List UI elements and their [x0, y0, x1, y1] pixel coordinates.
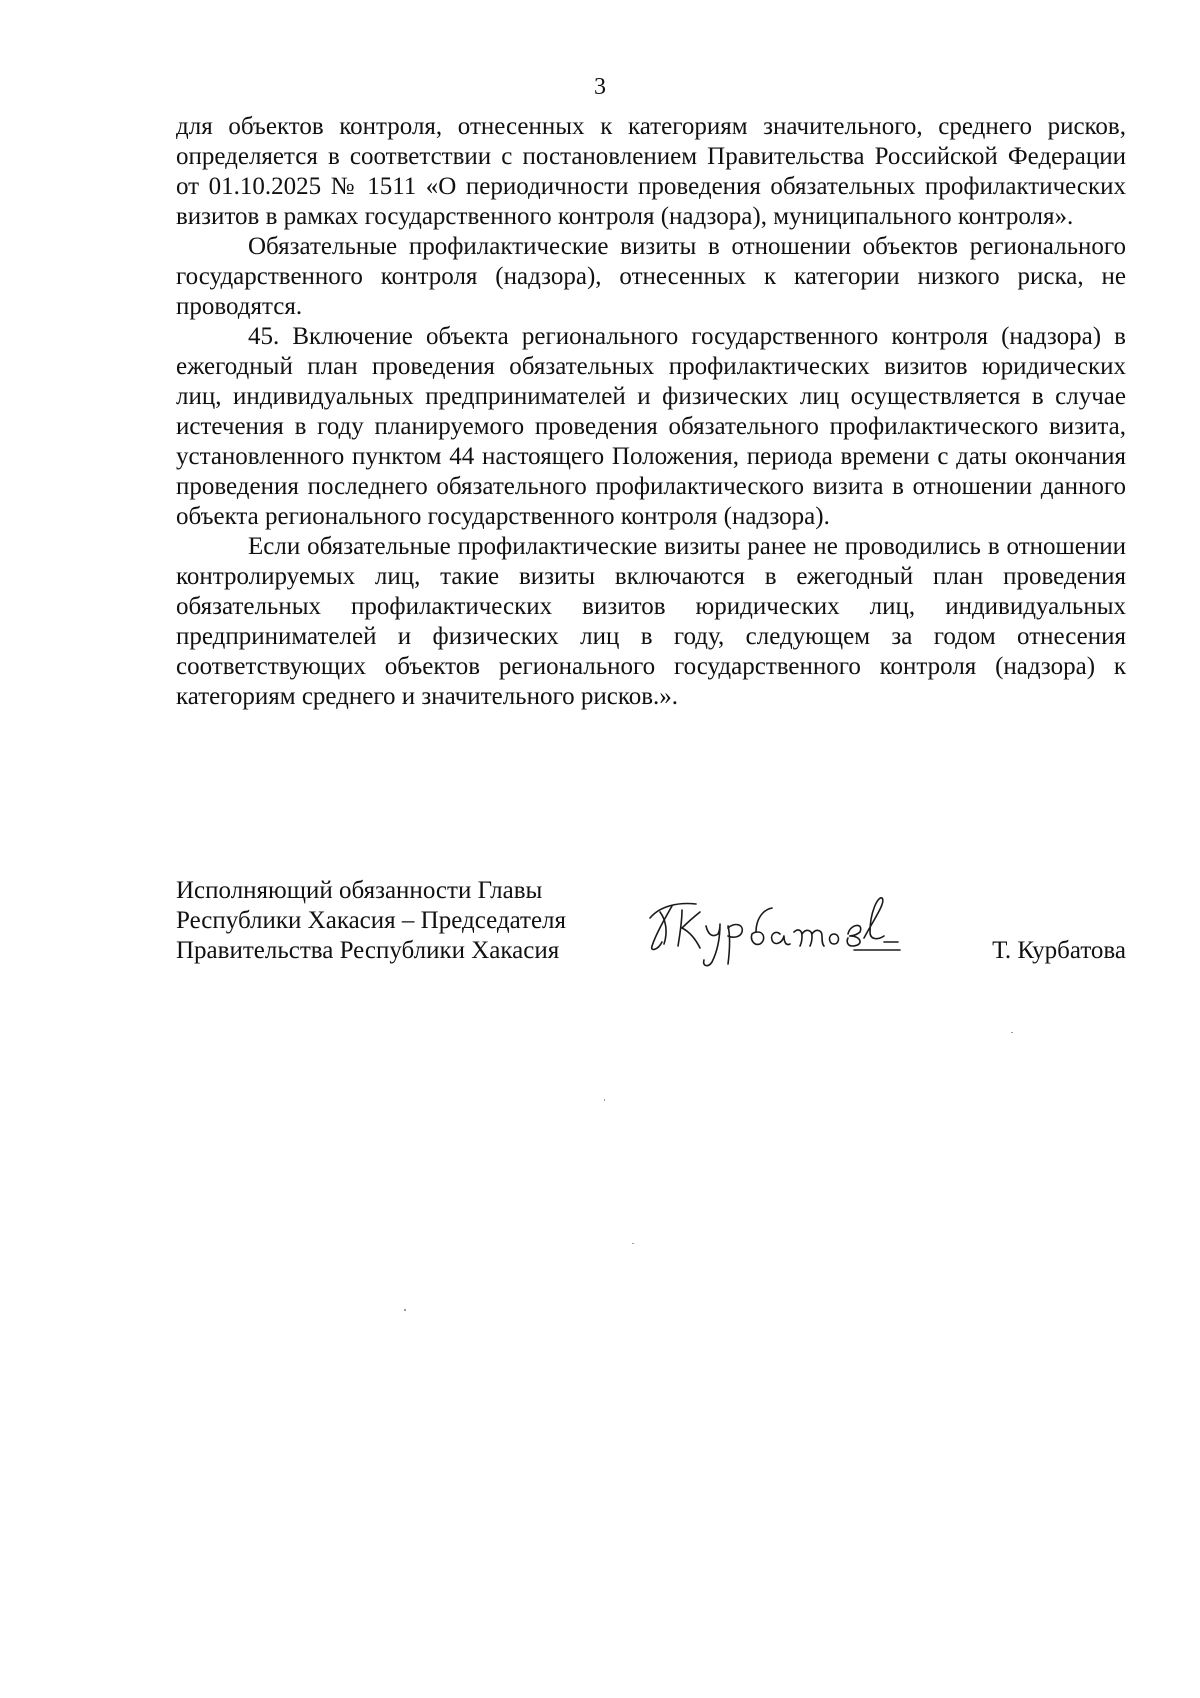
- document-body: [176, 112, 1126, 712]
- signer-title-line: Правительства Республики Хакасия: [176, 937, 560, 964]
- signer-title: [176, 876, 626, 966]
- scan-speck: [604, 1099, 605, 1101]
- paragraph-low-risk: Обязательные профилактические визиты в отношении объектов регионального государственного контроля (надзора), отнесенных к категории низкого риска, не проводятся.: [176, 233, 1126, 320]
- paragraph-continuation: для объектов контроля, отнесенных к категориям значительного, среднего рисков, определяется в соответствии с постановлением Правительства Российской Федерации от 01.10.2025 № 1511 «О периодичности проведения обязательных профилактических визитов в рамках государственного контроля (надзора), муниципального контроля».: [176, 113, 1126, 230]
- scan-speck: [404, 1309, 406, 1311]
- page-number: 3: [594, 74, 606, 100]
- scan-speck: [632, 1243, 634, 1244]
- signature-block: [176, 876, 1126, 986]
- signer-title-line: Исполняющий обязанности Главы: [176, 877, 543, 904]
- signer-title-line: Республики Хакасия – Председателя: [176, 907, 567, 934]
- paragraph-item-45: 45. Включение объекта регионального государственного контроля (надзора) в ежегодный план проведения обязательных профилактических визитов юридических лиц, индивидуальных предпринимателей и физических лиц осуществляется в случае истечения в году планируемого проведения обязательного профилактического визита, установленного пунктом 44 настоящего Положения, периода времени с даты окончания проведения последнего обязательного профилактического визита в отношении данного объекта регионального государственного контроля (надзора).: [176, 323, 1126, 530]
- scan-speck: [1011, 1032, 1013, 1033]
- paragraph-no-previous-visits: Если обязательные профилактические визиты ранее не проводились в отношении контролируемых лиц, такие визиты включаются в ежегодный план проведения обязательных профилактических визитов юридических лиц, индивидуальных предпринимателей и физических лиц в году, следующем за годом отнесения соответствующих объектов регионального государственного контроля (надзора) к категориям среднего и значительного рисков.».: [176, 533, 1126, 710]
- signer-name: Т. Курбатова: [992, 937, 1126, 964]
- handwritten-signature: [638, 876, 908, 976]
